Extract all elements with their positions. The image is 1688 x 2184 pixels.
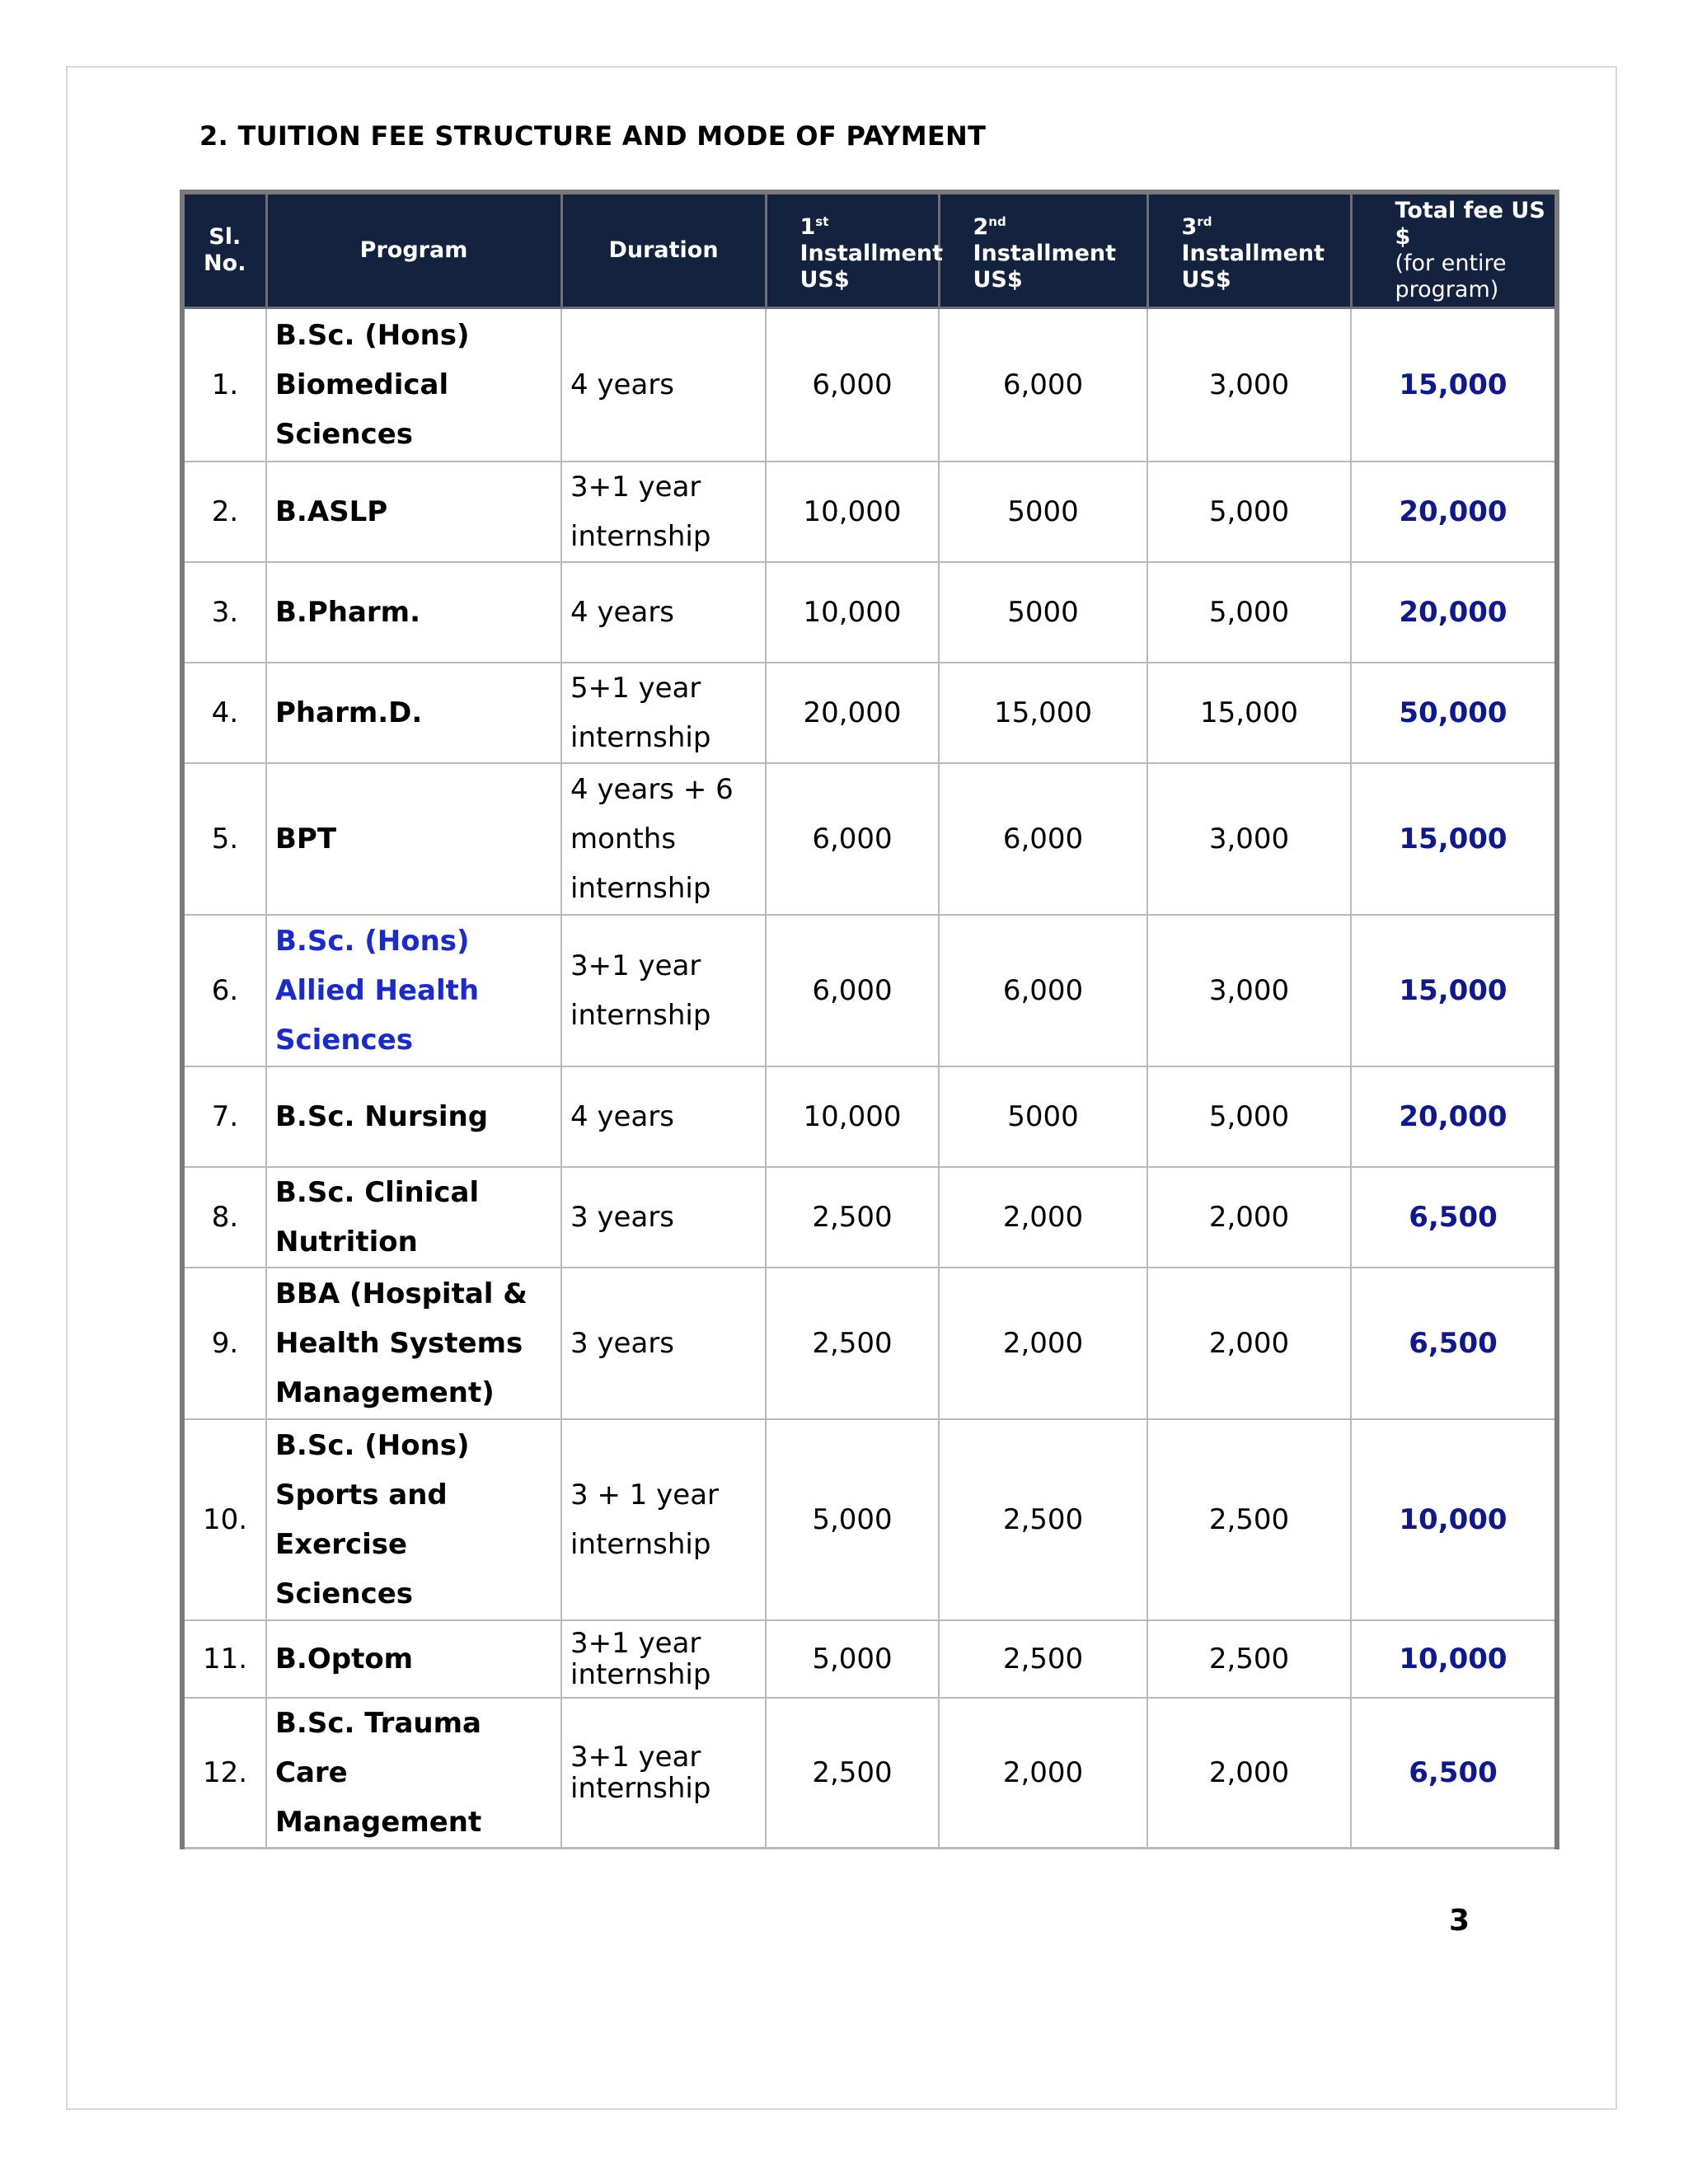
header-installment-3-label: Installment US$ xyxy=(1181,240,1325,293)
installment-2-cell: 5000 xyxy=(939,1066,1147,1167)
total-fee-cell: 10,000 xyxy=(1351,1620,1557,1698)
duration-cell: 4 years + 6 months internship xyxy=(561,763,766,915)
sl-no-cell: 2. xyxy=(182,462,266,562)
total-fee-cell: 6,500 xyxy=(1351,1167,1557,1268)
sl-no-cell: 1. xyxy=(182,308,266,462)
total-fee-cell: 15,000 xyxy=(1351,915,1557,1066)
duration-cell: 4 years xyxy=(561,308,766,462)
total-fee-cell: 10,000 xyxy=(1351,1419,1557,1620)
installment-1-cell: 20,000 xyxy=(766,663,939,763)
header-installment-2-suffix: nd xyxy=(988,213,1006,229)
duration-cell: 3+1 year internship xyxy=(561,462,766,562)
installment-1-cell: 5,000 xyxy=(766,1620,939,1698)
table-row xyxy=(182,1167,1557,1268)
total-fee-cell: 6,500 xyxy=(1351,1698,1557,1849)
program-cell: Pharm.D. xyxy=(266,663,561,763)
installment-2-cell: 2,500 xyxy=(939,1419,1147,1620)
installment-3-cell: 2,000 xyxy=(1147,1167,1351,1268)
duration-cell: 3+1 year internship xyxy=(561,1620,766,1698)
tuition-fee-table xyxy=(180,190,1559,1849)
table-row xyxy=(182,1268,1557,1419)
total-fee-cell: 15,000 xyxy=(1351,308,1557,462)
table-header-row xyxy=(182,192,1557,308)
program-cell: B.Sc. Trauma Care Management xyxy=(266,1698,561,1849)
table-row xyxy=(182,763,1557,915)
duration-cell: 3 years xyxy=(561,1268,766,1419)
header-installment-1-label: Installment US$ xyxy=(799,240,944,293)
sl-no-cell: 7. xyxy=(182,1066,266,1167)
program-cell: BBA (Hospital & Health Systems Management) xyxy=(266,1268,561,1419)
page-number: 3 xyxy=(1449,1904,1470,1938)
table-row xyxy=(182,462,1557,562)
installment-3-cell: 5,000 xyxy=(1147,562,1351,663)
total-fee-cell: 20,000 xyxy=(1351,562,1557,663)
sl-no-cell: 3. xyxy=(182,562,266,663)
program-cell: B.Sc. Clinical Nutrition xyxy=(266,1167,561,1268)
installment-2-cell: 6,000 xyxy=(939,308,1147,462)
installment-3-cell: 5,000 xyxy=(1147,462,1351,562)
total-fee-cell: 6,500 xyxy=(1351,1268,1557,1419)
installment-2-cell: 15,000 xyxy=(939,663,1147,763)
header-total-fee-note: (for entire program) xyxy=(1395,251,1507,302)
installment-3-cell: 2,000 xyxy=(1147,1698,1351,1849)
program-cell: B.ASLP xyxy=(266,462,561,562)
installment-3-cell: 3,000 xyxy=(1147,915,1351,1066)
program-cell: B.Sc. (Hons) Sports and Exercise Sciences xyxy=(266,1419,561,1620)
installment-3-cell: 2,500 xyxy=(1147,1620,1351,1698)
duration-cell: 3 + 1 year internship xyxy=(561,1419,766,1620)
installment-2-cell: 5000 xyxy=(939,462,1147,562)
table-row xyxy=(182,562,1557,663)
sl-no-cell: 12. xyxy=(182,1698,266,1849)
sl-no-cell: 10. xyxy=(182,1419,266,1620)
header-total-fee-label: Total fee US $ xyxy=(1395,198,1545,250)
total-fee-cell: 20,000 xyxy=(1351,462,1557,562)
table-row xyxy=(182,308,1557,462)
installment-3-cell: 3,000 xyxy=(1147,308,1351,462)
header-installment-3-number: 3 xyxy=(1181,213,1198,240)
installment-3-cell: 3,000 xyxy=(1147,763,1351,915)
installment-2-cell: 5000 xyxy=(939,562,1147,663)
program-cell: B.Sc. (Hons) Biomedical Sciences xyxy=(266,308,561,462)
installment-3-cell: 2,000 xyxy=(1147,1268,1351,1419)
sl-no-cell: 9. xyxy=(182,1268,266,1419)
section-title: 2. TUITION FEE STRUCTURE AND MODE OF PAYMENT xyxy=(199,120,987,152)
installment-3-cell: 2,500 xyxy=(1147,1419,1351,1620)
header-installment-3-suffix: rd xyxy=(1197,213,1212,229)
installment-1-cell: 10,000 xyxy=(766,462,939,562)
total-fee-cell: 50,000 xyxy=(1351,663,1557,763)
installment-1-cell: 10,000 xyxy=(766,562,939,663)
installment-1-cell: 6,000 xyxy=(766,915,939,1066)
sl-no-cell: 11. xyxy=(182,1620,266,1698)
table-row xyxy=(182,1698,1557,1849)
header-installment-2 xyxy=(939,192,1147,308)
installment-2-cell: 6,000 xyxy=(939,763,1147,915)
table-row xyxy=(182,663,1557,763)
table-row xyxy=(182,915,1557,1066)
installment-2-cell: 2,000 xyxy=(939,1268,1147,1419)
sl-no-cell: 8. xyxy=(182,1167,266,1268)
program-cell: BPT xyxy=(266,763,561,915)
program-cell: B.Sc. Nursing xyxy=(266,1066,561,1167)
header-duration: Duration xyxy=(561,192,766,308)
total-fee-cell: 15,000 xyxy=(1351,763,1557,915)
header-installment-1-suffix: st xyxy=(815,213,829,229)
table-row xyxy=(182,1620,1557,1698)
header-installment-3 xyxy=(1147,192,1351,308)
sl-no-cell: 6. xyxy=(182,915,266,1066)
installment-1-cell: 6,000 xyxy=(766,763,939,915)
duration-cell: 3+1 year internship xyxy=(561,915,766,1066)
table-row xyxy=(182,1066,1557,1167)
duration-cell: 4 years xyxy=(561,1066,766,1167)
table-row xyxy=(182,1419,1557,1620)
header-installment-1-number: 1 xyxy=(799,213,816,240)
duration-cell: 5+1 year internship xyxy=(561,663,766,763)
sl-no-cell: 5. xyxy=(182,763,266,915)
header-installment-1 xyxy=(766,192,944,308)
program-cell: B.Pharm. xyxy=(266,562,561,663)
installment-2-cell: 2,000 xyxy=(939,1698,1147,1849)
duration-cell: 4 years xyxy=(561,562,766,663)
installment-3-cell: 5,000 xyxy=(1147,1066,1351,1167)
installment-1-cell: 2,500 xyxy=(766,1698,939,1849)
installment-2-cell: 2,500 xyxy=(939,1620,1147,1698)
header-program: Program xyxy=(266,192,561,308)
sl-no-cell: 4. xyxy=(182,663,266,763)
installment-1-cell: 10,000 xyxy=(766,1066,939,1167)
header-sl-no: Sl. No. xyxy=(182,192,266,308)
installment-1-cell: 5,000 xyxy=(766,1419,939,1620)
installment-1-cell: 2,500 xyxy=(766,1268,939,1419)
installment-1-cell: 2,500 xyxy=(766,1167,939,1268)
header-installment-2-label: Installment US$ xyxy=(973,240,1117,293)
duration-cell: 3 years xyxy=(561,1167,766,1268)
program-cell: B.Optom xyxy=(266,1620,561,1698)
total-fee-cell: 20,000 xyxy=(1351,1066,1557,1167)
installment-2-cell: 6,000 xyxy=(939,915,1147,1066)
installment-2-cell: 2,000 xyxy=(939,1167,1147,1268)
duration-cell: 3+1 year internship xyxy=(561,1698,766,1849)
program-cell: B.Sc. (Hons) Allied Health Sciences xyxy=(266,915,561,1066)
installment-3-cell: 15,000 xyxy=(1147,663,1351,763)
header-total-fee xyxy=(1351,192,1557,308)
header-installment-2-number: 2 xyxy=(973,213,989,240)
installment-1-cell: 6,000 xyxy=(766,308,939,462)
